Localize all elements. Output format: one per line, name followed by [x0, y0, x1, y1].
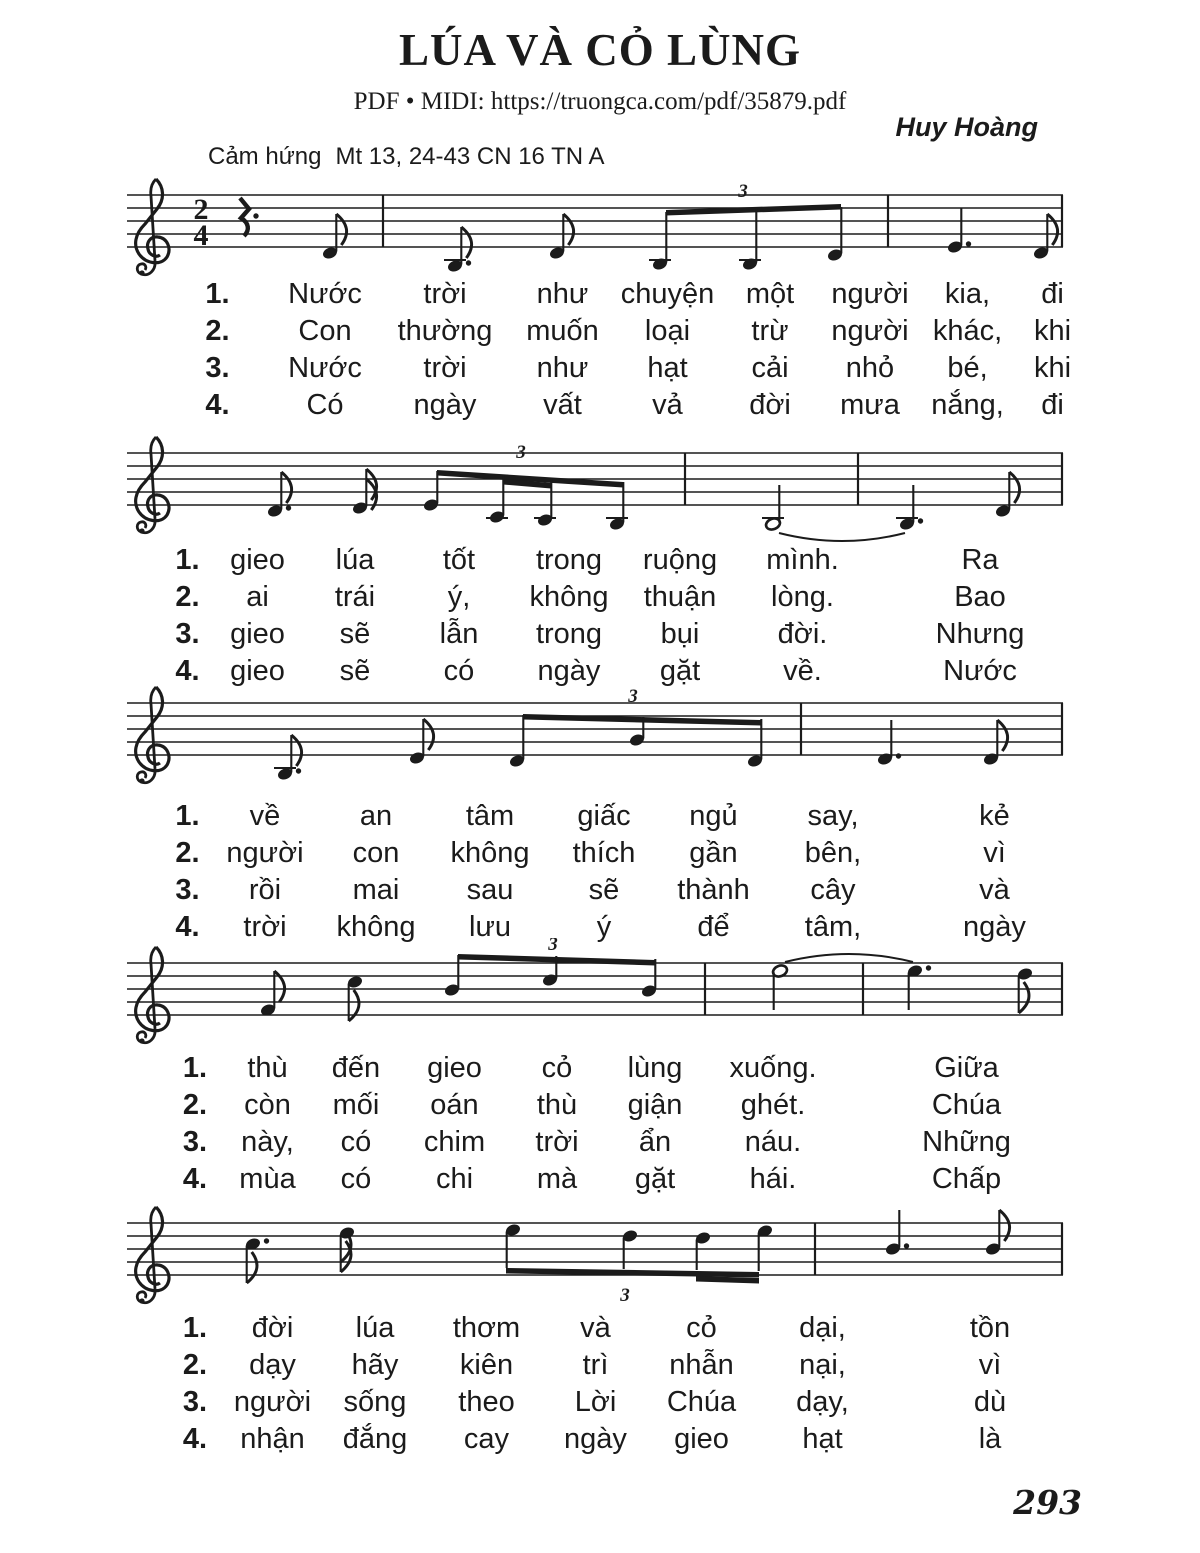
- lyrics-row: [165, 835, 1090, 872]
- triplet-mark: 3: [628, 686, 638, 707]
- lyric-word: vả: [652, 389, 683, 421]
- note: [906, 964, 931, 1010]
- pdf-midi-link: PDF • MIDI: https://truongca.com/pdf/35879.pdf: [353, 88, 847, 115]
- staff-3: [125, 678, 1070, 798]
- verse-number: 4.: [182, 1423, 208, 1455]
- note: [739, 209, 761, 271]
- lyrics-row: [165, 1310, 1090, 1347]
- note: [694, 1231, 711, 1270]
- lyric-word: gặt: [659, 655, 701, 687]
- lyric-word: ai: [246, 581, 269, 613]
- verse-number: 2.: [205, 315, 230, 347]
- staff-lines: [127, 1223, 1063, 1275]
- lyric-word: gieo: [230, 655, 285, 687]
- lyric-word: oán: [430, 1089, 479, 1121]
- lyric-word: vất: [543, 389, 582, 421]
- lyric-word: theo: [458, 1386, 515, 1418]
- lyrics-row: [165, 579, 1090, 616]
- lyric-word: trong: [535, 618, 603, 650]
- lyric-word: sống: [343, 1386, 407, 1418]
- lyric-word: sẽ: [588, 874, 620, 906]
- triplet-mark: 3: [516, 442, 526, 463]
- lyric-word: trời: [243, 911, 287, 943]
- verse-number: 1.: [175, 544, 200, 576]
- lyric-word: rồi: [248, 874, 282, 906]
- lyric-word: tồn: [969, 1312, 1011, 1344]
- verse-number: 1.: [175, 800, 200, 832]
- author-name: Huy Hoàng: [895, 112, 1038, 142]
- note: [746, 719, 763, 768]
- verse-number: 1.: [182, 1052, 208, 1084]
- lyric-word: mưa: [840, 389, 900, 421]
- note: [771, 964, 788, 1010]
- lyric-word: an: [359, 800, 393, 832]
- lyric-word: ngày: [963, 911, 1026, 943]
- lyric-word: nhỏ: [845, 352, 895, 384]
- lyric-word: nhận: [240, 1423, 305, 1455]
- lyric-word: mà: [536, 1163, 578, 1195]
- svg-text:4: 4: [193, 219, 209, 252]
- lyric-word: thơm: [452, 1312, 521, 1344]
- lyric-word: một: [745, 278, 795, 310]
- lyric-word: dại,: [799, 1312, 846, 1344]
- lyrics-row: [165, 1087, 1090, 1124]
- lyrics-row: [165, 1347, 1090, 1384]
- lyrics-row: [165, 1384, 1090, 1421]
- lyric-word: Lời: [574, 1386, 617, 1418]
- note: [504, 1223, 521, 1268]
- note: [1016, 967, 1033, 1013]
- lyric-word: đi: [1041, 389, 1064, 421]
- lyric-word: kiên: [459, 1349, 514, 1381]
- lyrics-row: [165, 798, 1090, 835]
- lyrics-block-5: [165, 1310, 1090, 1458]
- lyric-word: ruộng: [642, 544, 718, 576]
- lyric-word: xuống.: [729, 1052, 817, 1084]
- treble-clef-icon: [136, 687, 169, 784]
- lyrics-row: [165, 1161, 1090, 1198]
- lyrics-row: [165, 1124, 1090, 1161]
- lyric-word: tâm,: [804, 911, 862, 943]
- lyric-word: Nước: [288, 352, 362, 384]
- lyric-word: sẽ: [339, 618, 371, 650]
- lyric-word: gần: [689, 837, 738, 869]
- lyric-word: trái: [334, 581, 376, 613]
- lyric-word: trời: [535, 1126, 579, 1158]
- lyric-word: đến: [331, 1052, 381, 1084]
- lyric-word: đắng: [342, 1423, 408, 1455]
- lyric-word: người: [831, 278, 909, 310]
- lyric-word: sẽ: [339, 655, 371, 687]
- lyric-word: Ra: [961, 544, 999, 576]
- lyric-word: ngày: [537, 655, 601, 687]
- lyric-word: thường: [397, 315, 493, 347]
- verse-number: 3.: [182, 1386, 208, 1418]
- lyric-word: gieo: [230, 618, 285, 650]
- lyric-word: Những: [922, 1126, 1011, 1158]
- verse-number: 4.: [175, 655, 200, 687]
- lyric-word: lưu: [469, 911, 511, 943]
- lyric-word: trì: [582, 1349, 609, 1381]
- lyric-word: Nhưng: [935, 618, 1025, 650]
- lyric-word: người: [226, 837, 304, 869]
- lyric-word: náu.: [744, 1126, 802, 1158]
- lyric-word: đời: [251, 1312, 294, 1344]
- lyric-word: ghét.: [740, 1089, 806, 1121]
- lyric-word: muốn: [526, 315, 599, 347]
- note: [259, 971, 284, 1017]
- lyric-word: không: [450, 837, 530, 869]
- lyrics-block-1: [165, 276, 1090, 424]
- note: [244, 1237, 269, 1283]
- lyrics-row: [165, 387, 1090, 424]
- lyric-word: mối: [332, 1089, 380, 1121]
- verse-number: 3.: [175, 618, 200, 650]
- verse-number: 4.: [182, 1163, 208, 1195]
- lyric-word: gieo: [230, 544, 285, 576]
- staff-lines: [127, 453, 1063, 505]
- lyric-word: Nước: [288, 278, 362, 310]
- verse-number: 3.: [175, 874, 200, 906]
- lyric-word: Có: [306, 389, 344, 421]
- lyric-word: trời: [423, 352, 467, 384]
- lyric-word: nại,: [799, 1349, 846, 1381]
- lyric-word: sau: [466, 874, 514, 906]
- lyric-word: đi: [1041, 278, 1064, 310]
- inscription-label: Cảm hứng: [208, 143, 322, 170]
- lyric-word: chuyện: [620, 278, 715, 310]
- lyric-word: trừ: [751, 315, 789, 347]
- page-number: 293: [1013, 1483, 1082, 1522]
- lyric-word: ý: [596, 911, 612, 943]
- lyric-word: Giữa: [934, 1052, 999, 1084]
- verse-number: 2.: [175, 837, 200, 869]
- lyric-word: dạy: [249, 1349, 296, 1381]
- lyric-word: ý,: [447, 581, 471, 613]
- lyric-word: như: [536, 352, 589, 384]
- lyric-word: Nước: [943, 655, 1017, 687]
- staff-1: [125, 170, 1070, 290]
- lyrics-block-4: [165, 1050, 1090, 1198]
- verse-number: 1.: [182, 1312, 208, 1344]
- verse-number: 3.: [182, 1126, 208, 1158]
- lyric-word: kẻ: [979, 800, 1010, 832]
- lyric-word: không: [529, 581, 609, 613]
- verse-number: 2.: [182, 1089, 208, 1121]
- lyric-word: gieo: [674, 1423, 729, 1455]
- lyric-word: này,: [241, 1126, 294, 1158]
- time-signature: [194, 193, 209, 252]
- staff-5: [125, 1198, 1070, 1318]
- lyric-word: mai: [352, 874, 400, 906]
- triplet-mark: 3: [620, 1285, 630, 1306]
- triplet-mark: 3: [738, 181, 748, 202]
- svg-text:2: 2: [193, 193, 209, 226]
- lyric-word: say,: [807, 800, 859, 832]
- lyric-word: khi: [1033, 315, 1072, 347]
- lyrics-block-3: [165, 798, 1090, 946]
- lyric-word: đời: [749, 389, 791, 421]
- lyric-word: chi: [435, 1163, 474, 1195]
- lyric-word: Chúa: [931, 1089, 1002, 1121]
- note: [982, 720, 1007, 766]
- lyric-word: khác,: [932, 315, 1003, 347]
- staff-4: [125, 938, 1070, 1058]
- lyrics-row: [165, 542, 1090, 579]
- lyric-word: hạt: [802, 1423, 843, 1455]
- lyric-word: lẫn: [439, 618, 479, 650]
- lyric-word: hạt: [647, 352, 688, 384]
- lyric-word: đời.: [777, 618, 828, 650]
- verse-number: 4.: [175, 911, 200, 943]
- lyrics-row: [165, 1050, 1090, 1087]
- lyric-word: gặt: [634, 1163, 676, 1195]
- lyric-word: tốt: [442, 544, 476, 576]
- lyric-word: vì: [983, 837, 1006, 869]
- lyric-word: về.: [783, 655, 822, 687]
- tie: [779, 533, 905, 541]
- note: [756, 1224, 773, 1271]
- lyric-word: thù: [247, 1052, 288, 1084]
- lyric-word: cỏ: [686, 1312, 717, 1344]
- lyrics-row: [165, 350, 1090, 387]
- lyric-word: như: [536, 278, 589, 310]
- lyric-word: thuận: [643, 581, 717, 613]
- lyric-word: người: [233, 1386, 312, 1418]
- lyric-word: hãy: [351, 1349, 399, 1381]
- note: [346, 975, 363, 1021]
- verse-number: 2.: [182, 1349, 208, 1381]
- lyrics-row: [165, 1421, 1090, 1458]
- verse-number: 2.: [175, 581, 200, 613]
- lyric-word: bé,: [947, 352, 988, 384]
- lyric-word: ngày: [413, 389, 477, 421]
- lyrics-block-2: [165, 542, 1090, 690]
- lyric-word: có: [443, 655, 475, 687]
- note: [876, 720, 901, 766]
- lyric-word: tâm: [465, 800, 515, 832]
- lyric-word: còn: [244, 1089, 291, 1121]
- lyric-word: thành: [677, 874, 750, 906]
- page-title: LÚA VÀ CỎ LÙNG: [399, 25, 801, 75]
- lyric-word: cay: [463, 1423, 510, 1455]
- lyric-word: khi: [1033, 352, 1072, 384]
- lyric-word: mình.: [766, 544, 839, 576]
- lyric-word: Chấp: [931, 1163, 1002, 1195]
- lyric-word: Con: [298, 315, 352, 347]
- staff-2: [125, 428, 1070, 548]
- lyrics-row: [165, 276, 1090, 313]
- inscription-reference: Mt 13, 24-43 CN 16 TN A: [335, 143, 605, 170]
- lyric-word: ngày: [564, 1423, 627, 1455]
- lyric-word: thù: [536, 1089, 578, 1121]
- lyric-word: để: [697, 911, 730, 943]
- lyric-word: và: [979, 874, 1010, 906]
- lyric-word: lúa: [355, 1312, 395, 1344]
- lyric-word: vì: [978, 1349, 1002, 1381]
- treble-clef-icon: [136, 179, 169, 276]
- lyric-word: loại: [644, 315, 691, 347]
- lyrics-row: [165, 872, 1090, 909]
- beam: [666, 204, 841, 216]
- beam: [506, 1268, 759, 1278]
- lyric-word: bụi: [660, 618, 700, 650]
- lyric-word: cây: [810, 874, 856, 906]
- lyric-word: không: [336, 911, 416, 943]
- lyric-word: dù: [973, 1386, 1007, 1418]
- lyric-word: ẩn: [638, 1126, 672, 1158]
- staff-lines: [127, 195, 1063, 247]
- lyric-word: cải: [751, 352, 789, 384]
- verse-number: 1.: [205, 278, 230, 310]
- lyric-word: cỏ: [541, 1052, 573, 1084]
- lyric-word: nắng,: [931, 389, 1004, 421]
- inscription: [208, 143, 618, 171]
- treble-clef-icon: [136, 437, 169, 534]
- lyric-word: gieo: [427, 1052, 482, 1084]
- lyric-word: có: [340, 1163, 372, 1195]
- staff-lines: [127, 703, 1063, 755]
- lyric-word: lúa: [335, 544, 375, 576]
- lyrics-row: [165, 616, 1090, 653]
- lyric-word: bên,: [804, 837, 862, 869]
- treble-clef-icon: [136, 947, 169, 1044]
- lyric-word: về: [249, 800, 281, 832]
- lyric-word: lùng: [627, 1052, 683, 1084]
- tie: [785, 954, 913, 962]
- note: [606, 482, 628, 531]
- lyric-word: và: [580, 1312, 611, 1344]
- lyric-word: Bao: [954, 581, 1006, 613]
- triplet-mark: 3: [548, 938, 558, 955]
- lyric-word: là: [978, 1423, 1002, 1455]
- lyric-word: kia,: [944, 278, 991, 310]
- lyric-word: mùa: [239, 1163, 296, 1195]
- lyric-word: con: [352, 837, 400, 869]
- lyric-word: ngủ: [689, 800, 738, 832]
- lyric-word: thích: [572, 837, 636, 869]
- lyric-word: Chúa: [666, 1386, 737, 1418]
- lyric-word: có: [340, 1126, 372, 1158]
- lyric-word: giận: [627, 1089, 683, 1121]
- lyrics-row: [165, 313, 1090, 350]
- lyric-word: nhẫn: [669, 1349, 734, 1381]
- lyric-word: trong: [535, 544, 603, 576]
- lyric-word: giấc: [577, 800, 631, 832]
- lyric-word: chim: [423, 1126, 486, 1158]
- lyric-word: hái.: [749, 1163, 797, 1195]
- verse-number: 3.: [205, 352, 230, 384]
- quarter-rest: [240, 198, 259, 236]
- lyric-word: dạy,: [796, 1386, 849, 1418]
- lyric-word: người: [831, 315, 909, 347]
- lyric-word: trời: [423, 278, 467, 310]
- verse-number: 4.: [205, 389, 230, 421]
- treble-clef-icon: [136, 1207, 169, 1304]
- lyric-word: lòng.: [771, 581, 834, 613]
